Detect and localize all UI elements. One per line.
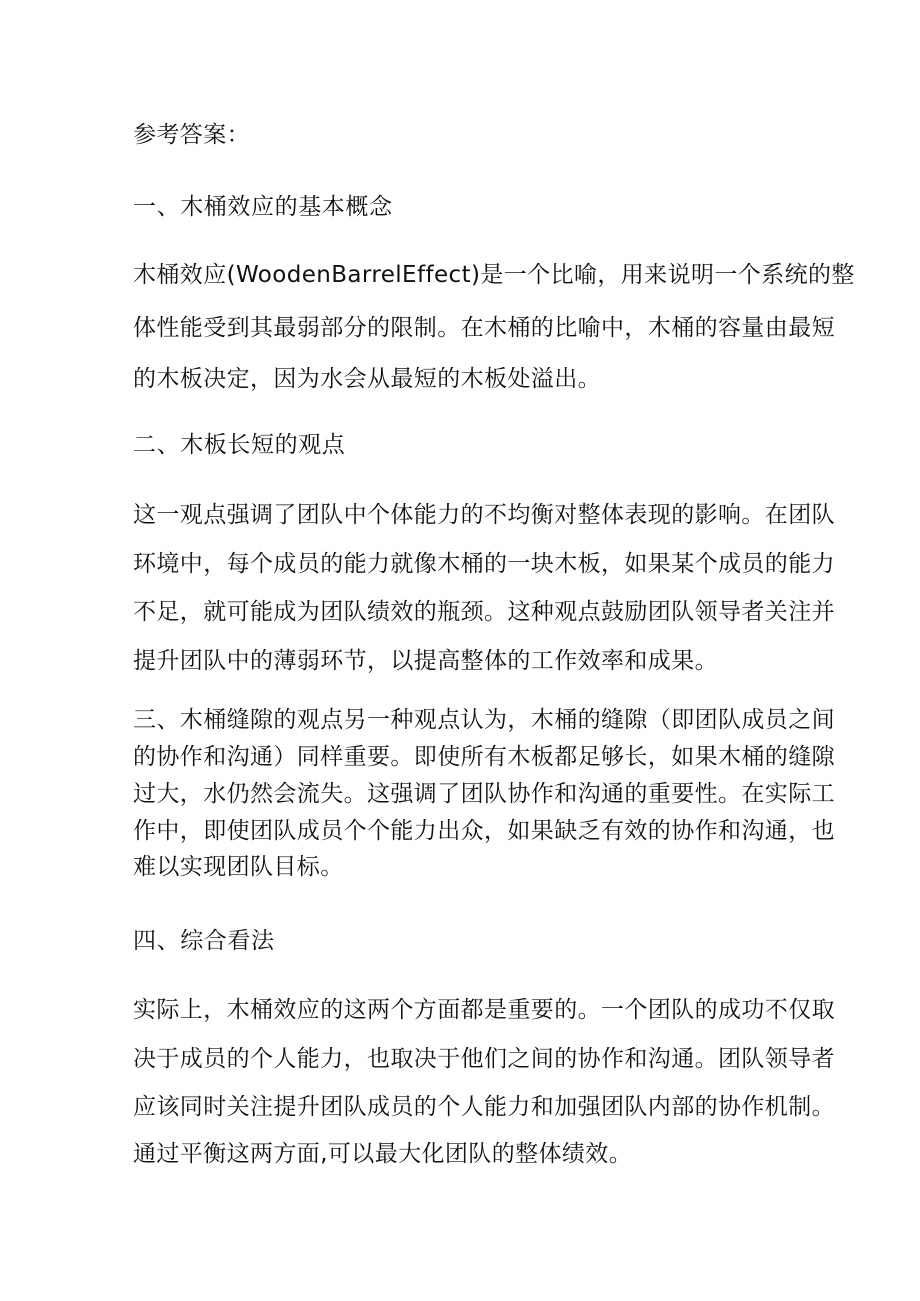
answer-title: 参考答案： xyxy=(133,122,250,148)
section-4-line-2: 决于成员的个人能力，也取决于他们之间的协作和沟通。团队领导者 xyxy=(133,1046,835,1072)
section-1-heading: 一、木桶效应的基本概念 xyxy=(133,194,393,220)
section-3-line-5: 难以实现团队目标。 xyxy=(133,854,344,880)
section-2-heading: 二、木板长短的观点 xyxy=(133,432,346,458)
section-4-heading: 四、综合看法 xyxy=(133,928,275,954)
section-2-line-2: 环境中，每个成员的能力就像木桶的一块木板，如果某个成员的能力 xyxy=(133,551,835,577)
section-1-line-3: 的木板决定，因为水会从最短的木板处溢出。 xyxy=(133,366,601,392)
section-4-line-1: 实际上，木桶效应的这两个方面都是重要的。一个团队的成功不仅取 xyxy=(133,997,835,1023)
section-2-line-3: 不足，就可能成为团队绩效的瓶颈。这种观点鼓励团队领导者关注并 xyxy=(133,599,835,625)
section-4-line-4: 通过平衡这两方面,可以最大化团队的整体绩效。 xyxy=(133,1141,633,1167)
section-1-line-1: 木桶效应(WoodenBarrelEffect)是一个比喻，用来说明一个系统的整 xyxy=(133,262,855,288)
section-3-line-1: 三、木桶缝隙的观点另一种观点认为，木桶的缝隙（即团队成员之间 xyxy=(133,707,835,733)
section-3-line-3: 过大，水仍然会流失。这强调了团队协作和沟通的重要性。在实际工 xyxy=(133,781,835,807)
section-3-line-2: 的协作和沟通）同样重要。即使所有木板都足够长，如果木桶的缝隙 xyxy=(133,744,835,770)
section-3-line-4: 作中，即使团队成员个个能力出众，如果缺乏有效的协作和沟通，也 xyxy=(133,818,835,844)
section-1-line-2: 体性能受到其最弱部分的限制。在木桶的比喻中，木桶的容量由最短 xyxy=(133,315,835,341)
section-2-line-1: 这一观点强调了团队中个体能力的不均衡对整体表现的影响。在团队 xyxy=(133,502,835,528)
section-4-line-3: 应该同时关注提升团队成员的个人能力和加强团队内部的协作机制。 xyxy=(133,1094,835,1120)
section-2-line-4: 提升团队中的薄弱环节，以提高整体的工作效率和成果。 xyxy=(133,648,718,674)
